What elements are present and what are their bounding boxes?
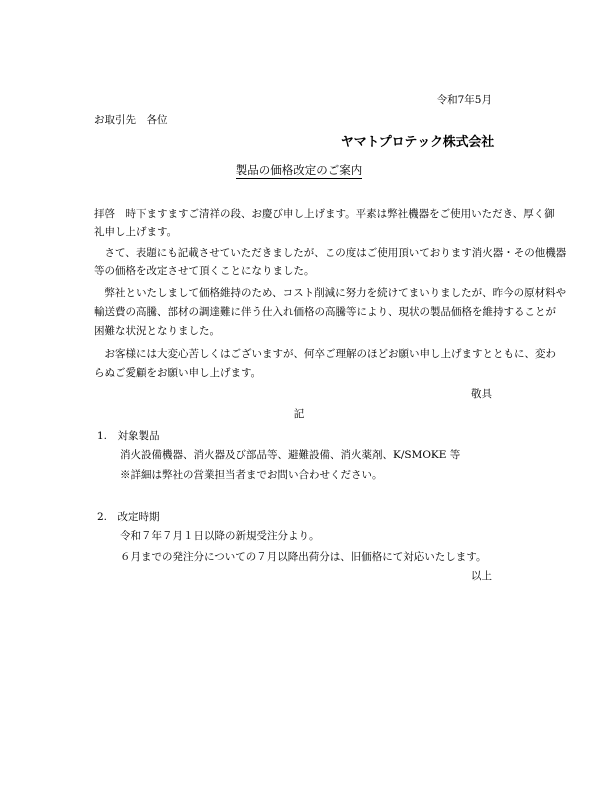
body-line: 弊社といたしまして価格維持のため、コスト削減に努力を続けてまいりましたが、昨今の原材料や — [94, 287, 567, 299]
section2-line: ６月までの発注分についての７月以降出荷分は、旧価格にて対応いたします。 — [120, 551, 487, 563]
body-line: 困難な状況となりました。 — [94, 325, 220, 337]
section1-line: 消火設備機器、消火器及び部品等、避難設備、消火薬剤、K/SMOKE 等 — [120, 449, 461, 461]
end-line: 以上 — [471, 570, 492, 582]
company-logo: ヤマトプロテック株式会社 — [340, 135, 494, 150]
body-line: 等の価格を改定させて頂くことになりました。 — [94, 265, 315, 277]
body-line: らぬご愛顧をお願い申し上げます。 — [94, 367, 262, 379]
date-line: 令和7年5月 — [436, 94, 492, 106]
body-line: 拝啓 時下ますますご清祥の段、お慶び申し上げます。平素は弊社機器をご使用いただき、厚く御 — [94, 208, 555, 220]
section2-line: 令和７年７月１日以降の新規受注分より。 — [120, 530, 320, 542]
document-title — [0, 163, 598, 177]
closing-line: 敬具 — [471, 388, 492, 400]
body-line: 輸送費の高騰、部材の調達難に伴う仕入れ価格の高騰等により、現状の製品価格を維持することが — [94, 306, 556, 318]
body-line: 礼申し上げます。 — [94, 226, 178, 238]
body-line: さて、表題にも記載させていただきましたが、この度はご使用頂いております消火器・その他機器 — [94, 247, 567, 259]
recipient-line: お取引先 各位 — [94, 114, 168, 126]
body-line: お客様には大変心苦しくはございますが、何卒ご理解のほどお願い申し上げますとともに、変わ — [94, 348, 556, 360]
section2-heading: 2. 改定時期 — [97, 511, 160, 523]
section1-heading: 1. 対象製品 — [97, 430, 160, 442]
document-title-text: 製品の価格改定のご案内 — [235, 163, 363, 177]
ki-heading: 記 — [293, 408, 305, 420]
section1-line: ※詳細は弊社の営業担当者までお問い合わせください。 — [120, 469, 383, 481]
